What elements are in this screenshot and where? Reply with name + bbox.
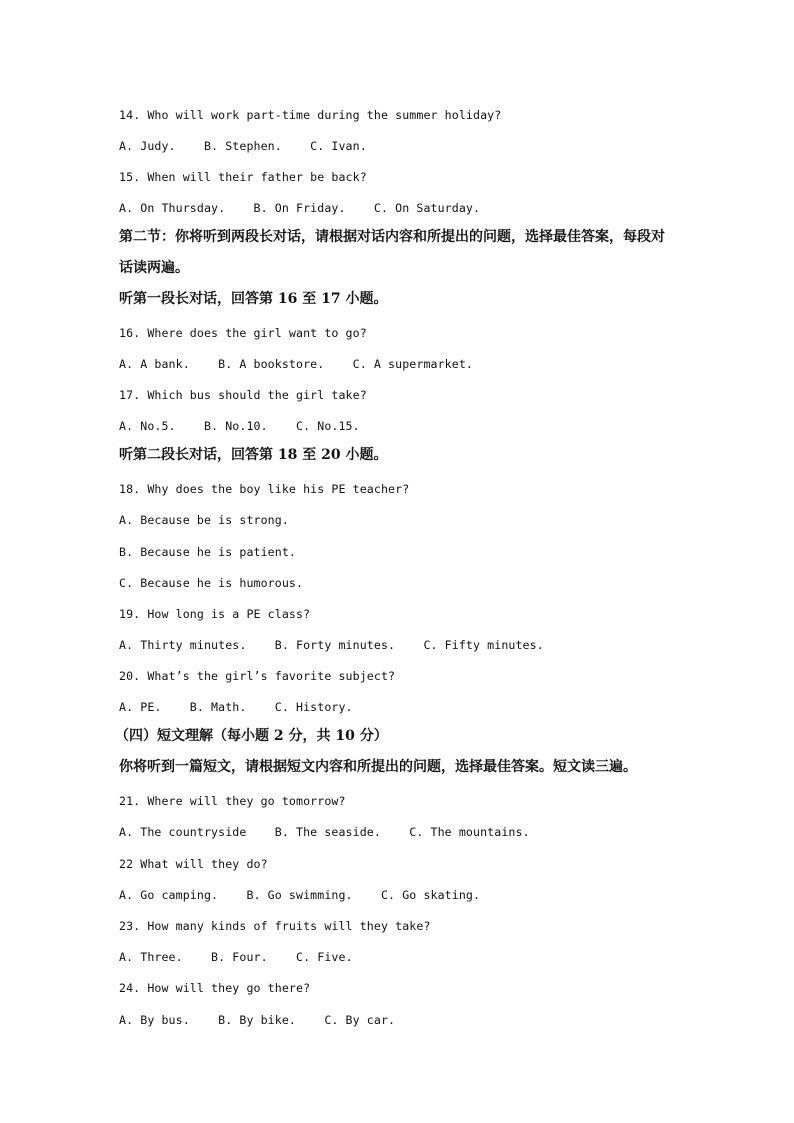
dialogue-1-heading: 听第一段长对话，回答第 16 至 17 小题。 [119, 291, 388, 307]
options-16: A. A bank. B. A bookstore. C. A supermarket. [119, 357, 474, 371]
question-14: 14. Who will work part-time during the summer holiday? [119, 108, 502, 122]
options-14: A. Judy. B. Stephen. C. Ivan. [119, 139, 367, 153]
question-24: 24. How will they go there? [119, 981, 311, 995]
part-4-instruction: 你将听到一篇短文，请根据短文内容和所提出的问题，选择最佳答案。短文读三遍。 [119, 759, 637, 775]
options-24: A. By bus. B. By bike. C. By car. [119, 1013, 396, 1027]
question-19: 19. How long is a PE class? [119, 607, 311, 621]
options-17: A. No.5. B. No.10. C. No.15. [119, 419, 360, 433]
section-2-instruction: 第二节：你将听到两段长对话，请根据对话内容和所提出的问题，选择最佳答案，每段对 [119, 229, 665, 245]
option-18-a: A. Because be is strong. [119, 513, 289, 527]
section-2-instruction-cont: 话读两遍。 [119, 260, 189, 276]
options-23: A. Three. B. Four. C. Five. [119, 950, 353, 964]
dialogue-2-heading: 听第二段长对话，回答第 18 至 20 小题。 [119, 447, 388, 463]
options-15: A. On Thursday. B. On Friday. C. On Saturday. [119, 201, 481, 215]
options-20: A. PE. B. Math. C. History. [119, 700, 353, 714]
question-21: 21. Where will they go tomorrow? [119, 794, 346, 808]
options-19: A. Thirty minutes. B. Forty minutes. C. Fifty minutes. [119, 638, 544, 652]
options-21: A. The countryside B. The seaside. C. The mountains. [119, 825, 530, 839]
question-16: 16. Where does the girl want to go? [119, 326, 367, 340]
part-4-heading: （四）短文理解（每小题 2 分，共 10 分） [115, 728, 388, 744]
question-22: 22 What will they do? [119, 857, 268, 871]
question-18: 18. Why does the boy like his PE teacher? [119, 482, 410, 496]
question-17: 17. Which bus should the girl take? [119, 388, 367, 402]
options-22: A. Go camping. B. Go swimming. C. Go skating. [119, 888, 481, 902]
question-15: 15. When will their father be back? [119, 170, 367, 184]
option-18-b: B. Because he is patient. [119, 545, 297, 559]
question-23: 23. How many kinds of fruits will they take? [119, 919, 431, 933]
question-20: 20. What’s the girl’s favorite subject? [119, 669, 396, 683]
option-18-c: C. Because he is humorous. [119, 576, 304, 590]
